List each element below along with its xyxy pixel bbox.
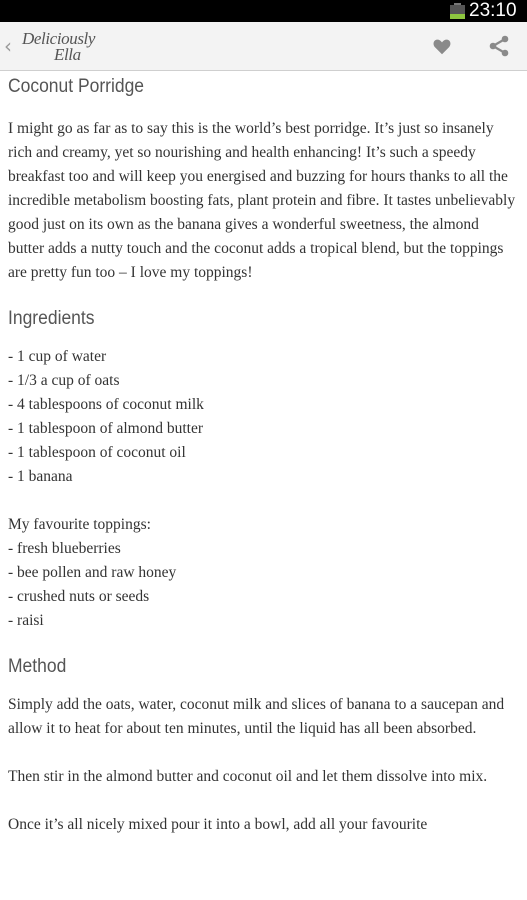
article-content xyxy=(8,76,516,837)
list-item: - raisi xyxy=(8,612,44,629)
list-item: - 1 banana xyxy=(8,468,73,485)
article-title: Coconut Porridge xyxy=(8,76,145,97)
ingredients-list xyxy=(8,345,516,489)
battery-icon xyxy=(450,3,465,19)
list-item: - bee pollen and raw honey xyxy=(8,564,177,581)
share-icon[interactable] xyxy=(487,34,511,58)
list-item: - fresh blueberries xyxy=(8,540,121,557)
list-item: - 1 tablespoon of almond butter xyxy=(8,420,203,437)
method-heading: Method xyxy=(8,656,67,677)
status-time: 23:10 xyxy=(469,0,517,21)
toppings-list xyxy=(8,537,516,633)
list-item: - 1 tablespoon of coconut oil xyxy=(8,444,186,461)
method-step: Then stir in the almond butter and coconut oil and let them dissolve into mix. xyxy=(8,768,488,785)
list-item: - 1/3 a cup of oats xyxy=(8,372,120,389)
list-item: - 1 cup of water xyxy=(8,348,107,365)
logo-line-2: Ella xyxy=(54,45,81,64)
logo-line-1: Deliciously xyxy=(22,29,96,48)
method-step: Once it’s all nicely mixed pour it into a bowl, add all your favourite xyxy=(8,816,428,833)
ingredients-heading: Ingredients xyxy=(8,308,95,329)
status-bar xyxy=(0,0,527,22)
app-bar xyxy=(0,22,527,71)
app-logo[interactable] xyxy=(20,29,110,65)
list-item: - 4 tablespoons of coconut milk xyxy=(8,396,204,413)
method-step: Simply add the oats, water, coconut milk and slices of banana to a saucepan and allow it to heat for about ten minutes, until the liquid has all been absorbed. xyxy=(8,696,505,737)
heart-icon[interactable] xyxy=(431,35,453,57)
intro-paragraph: I might go as far as to say this is the world’s best porridge. It’s just so insanely rich and creamy, yet so nourishing and health enhancing! It’s such a speedy breakfast too and will keep you energised and buzzing for hours thanks to all the incredible metabolism boosting fats, plant protein and fibre. It tastes unbelievably good just on its own as the banana gives a wonderful sweetness, the almond butter adds a nutty touch and the coconut adds a tropical blend, but the toppings are pretty fun too – I love my toppings! xyxy=(8,120,516,281)
chevron-left-icon[interactable]: ‹ xyxy=(4,34,12,58)
list-item: - crushed nuts or seeds xyxy=(8,588,150,605)
toppings-heading: My favourite toppings: xyxy=(8,516,151,533)
